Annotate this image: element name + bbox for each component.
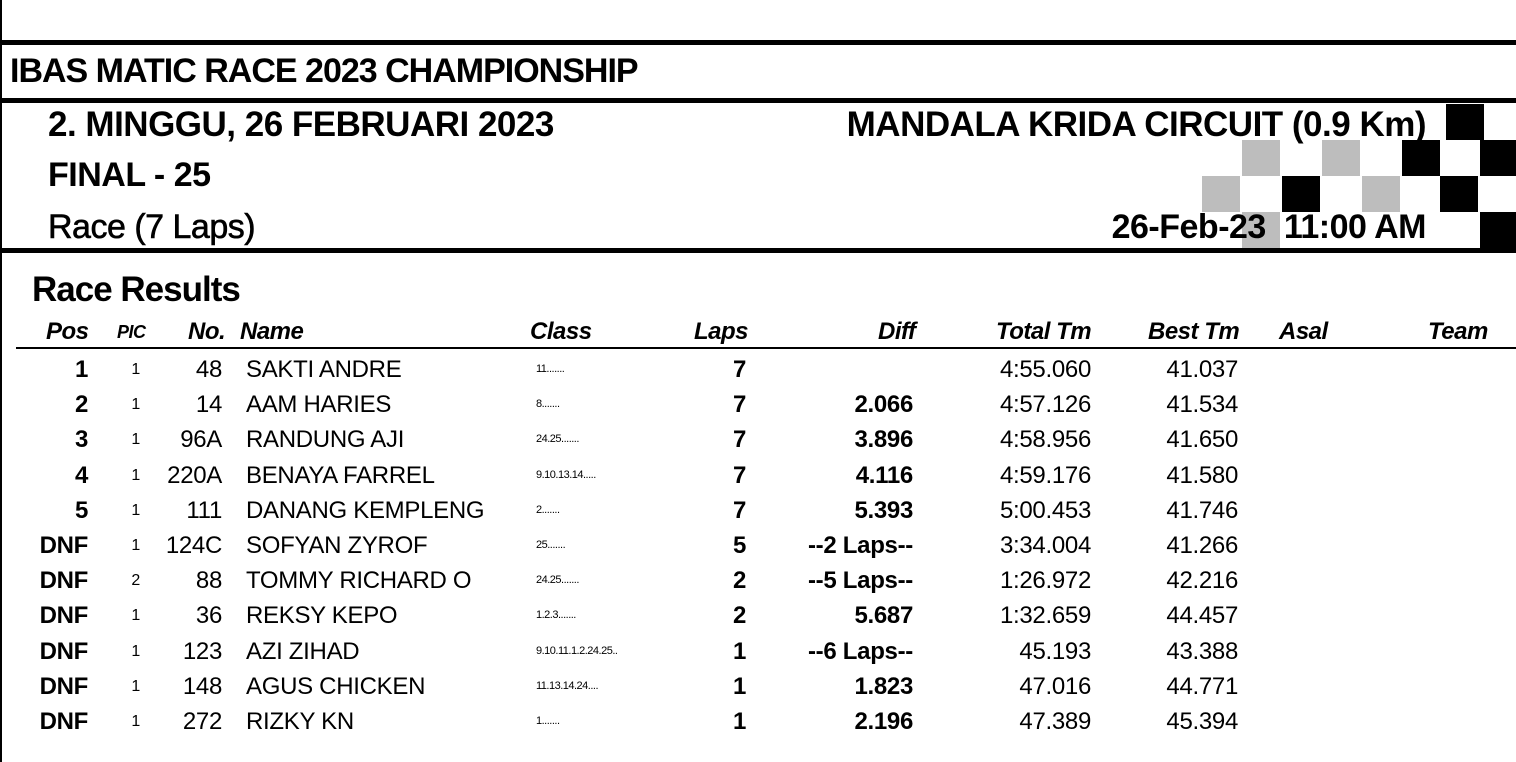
pos-cell: DNF <box>39 567 88 595</box>
number-cell: 36 <box>195 602 222 630</box>
class-cell: 2....... <box>536 503 560 516</box>
pic-cell: 1 <box>131 466 140 484</box>
total-time-cell: 3:34.004 <box>999 532 1091 559</box>
number-cell: 148 <box>182 672 222 700</box>
table-row <box>0 493 1516 528</box>
name-cell: AZI ZIHAD <box>246 637 360 665</box>
best-time-cell: 44.457 <box>1166 602 1238 630</box>
col-team: Team <box>1428 318 1488 345</box>
results-title: Race Results <box>32 270 240 309</box>
pic-cell: 2 <box>131 572 140 590</box>
laps-cell: 7 <box>732 391 746 419</box>
pos-cell: 4 <box>74 461 88 489</box>
col-asal: Asal <box>1279 318 1328 345</box>
pos-cell: 5 <box>74 496 88 524</box>
pos-cell: DNF <box>39 637 88 665</box>
column-header-rule <box>16 347 1516 349</box>
total-time-cell: 1:26.972 <box>999 567 1091 595</box>
number-cell: 14 <box>195 391 222 419</box>
class-cell: 24.25....... <box>536 433 579 446</box>
laps-cell: 1 <box>732 637 746 665</box>
event-date: 2. MINGGU, 26 FEBRUARI 2023 <box>48 105 554 144</box>
pos-cell: 2 <box>74 391 88 419</box>
class-cell: 25....... <box>536 539 566 551</box>
number-cell: 272 <box>182 708 222 735</box>
class-cell: 24.25....... <box>536 574 579 587</box>
col-laps: Laps <box>694 318 749 345</box>
table-row <box>0 387 1516 422</box>
number-cell: 48 <box>195 356 222 383</box>
table-row <box>0 422 1516 457</box>
table-row <box>0 352 1516 387</box>
col-best-time: Best Tm <box>1148 318 1240 345</box>
laps-cell: 7 <box>732 356 746 383</box>
circuit-name: MANDALA KRIDA CIRCUIT (0.9 Km) <box>846 105 1426 144</box>
laps-cell: 7 <box>732 426 746 454</box>
total-time-cell: 47.389 <box>1019 708 1091 735</box>
name-cell: SAKTI ANDRE <box>246 356 402 383</box>
class-cell: 1.2.3....... <box>536 609 576 622</box>
race-time: 11:00 AM <box>1283 208 1426 246</box>
laps-cell: 2 <box>732 602 746 630</box>
name-cell: TOMMY RICHARD O <box>246 567 472 595</box>
col-no: No. <box>188 318 226 345</box>
title-rule <box>0 98 1516 103</box>
name-cell: AAM HARIES <box>246 391 392 419</box>
table-row <box>0 598 1516 633</box>
laps-cell: 7 <box>732 461 746 489</box>
pic-cell: 1 <box>131 431 140 449</box>
race-datetime <box>1112 208 1426 247</box>
laps-cell: 1 <box>732 708 746 735</box>
table-row <box>0 458 1516 493</box>
number-cell: 220A <box>167 461 222 489</box>
total-time-cell: 5:00.453 <box>999 496 1091 524</box>
diff-cell: --2 Laps-- <box>807 532 913 559</box>
best-time-cell: 42.216 <box>1166 567 1238 595</box>
pic-cell: 1 <box>131 677 140 695</box>
table-row <box>0 528 1516 563</box>
pic-cell: 1 <box>131 642 140 660</box>
name-cell: AGUS CHICKEN <box>246 672 426 700</box>
pic-cell: 1 <box>131 537 140 554</box>
best-time-cell: 41.746 <box>1166 496 1238 524</box>
name-cell: RIZKY KN <box>246 708 354 735</box>
header-rule <box>0 248 1516 253</box>
class-cell: 1....... <box>536 715 560 727</box>
pic-cell: 1 <box>131 607 140 625</box>
diff-cell: 1.823 <box>854 672 913 700</box>
table-row <box>0 563 1516 598</box>
best-time-cell: 41.580 <box>1166 461 1238 489</box>
number-cell: 88 <box>195 567 222 595</box>
number-cell: 96A <box>180 426 222 454</box>
laps-cell: 7 <box>732 496 746 524</box>
table-row <box>0 704 1516 739</box>
diff-cell: 3.896 <box>854 426 913 454</box>
diff-cell: 2.066 <box>854 391 913 419</box>
col-pic: PIC <box>117 322 146 342</box>
championship-title: IBAS MATIC RACE 2023 CHAMPIONSHIP <box>10 52 638 90</box>
pic-cell: 1 <box>131 501 140 519</box>
table-row <box>0 634 1516 669</box>
best-time-cell: 41.650 <box>1166 426 1238 454</box>
total-time-cell: 47.016 <box>1019 672 1091 700</box>
total-time-cell: 4:59.176 <box>999 461 1091 489</box>
col-diff: Diff <box>878 318 916 345</box>
pic-cell: 1 <box>131 713 140 730</box>
class-cell: 9.10.11.1.2.24.25.. <box>536 644 618 657</box>
name-cell: DANANG KEMPLENG <box>246 496 485 524</box>
race-laps: Race (7 Laps) <box>48 208 256 246</box>
name-cell: REKSY KEPO <box>246 602 398 630</box>
number-cell: 111 <box>186 496 222 524</box>
class-cell: 9.10.13.14..... <box>536 468 596 481</box>
name-cell: BENAYA FARREL <box>246 461 435 489</box>
diff-cell: 4.116 <box>855 461 913 489</box>
number-cell: 123 <box>182 637 222 665</box>
col-class: Class <box>530 318 592 345</box>
table-row <box>0 669 1516 704</box>
pos-cell: DNF <box>39 672 88 700</box>
name-cell: RANDUNG AJI <box>246 426 405 454</box>
diff-cell: 2.196 <box>854 708 913 735</box>
top-rule <box>0 40 1516 45</box>
laps-cell: 2 <box>732 567 746 595</box>
col-name: Name <box>240 318 304 345</box>
best-time-cell: 44.771 <box>1166 672 1238 700</box>
best-time-cell: 45.394 <box>1166 708 1238 735</box>
total-time-cell: 4:55.060 <box>999 356 1091 383</box>
class-cell: 11.13.14.24.... <box>536 679 599 692</box>
total-time-cell: 4:58.956 <box>999 426 1091 454</box>
race-date: 26-Feb-23 <box>1111 208 1266 246</box>
pic-cell: 1 <box>131 396 140 414</box>
laps-cell: 5 <box>732 532 746 559</box>
pos-cell: 1 <box>74 356 88 383</box>
diff-cell: --5 Laps-- <box>807 567 913 595</box>
total-time-cell: 4:57.126 <box>999 391 1091 419</box>
pic-cell: 1 <box>131 361 140 378</box>
pos-cell: 3 <box>74 426 88 454</box>
class-cell: 11....... <box>536 363 565 375</box>
diff-cell: --6 Laps-- <box>807 637 913 665</box>
col-total-time: Total Tm <box>996 318 1092 345</box>
best-time-cell: 41.266 <box>1166 532 1238 559</box>
pos-cell: DNF <box>39 602 88 630</box>
col-pos: Pos <box>46 318 89 345</box>
session-name: FINAL - 25 <box>48 156 211 194</box>
name-cell: SOFYAN ZYROF <box>246 532 428 559</box>
total-time-cell: 45.193 <box>1019 637 1091 665</box>
pos-cell: DNF <box>39 532 88 559</box>
best-time-cell: 43.388 <box>1166 637 1238 665</box>
best-time-cell: 41.037 <box>1166 356 1238 383</box>
diff-cell: 5.393 <box>854 496 913 524</box>
diff-cell: 5.687 <box>854 602 913 630</box>
class-cell: 8....... <box>536 398 560 411</box>
number-cell: 124C <box>165 532 222 559</box>
best-time-cell: 41.534 <box>1166 391 1238 419</box>
total-time-cell: 1:32.659 <box>999 602 1091 630</box>
laps-cell: 1 <box>732 672 746 700</box>
pos-cell: DNF <box>39 708 88 735</box>
